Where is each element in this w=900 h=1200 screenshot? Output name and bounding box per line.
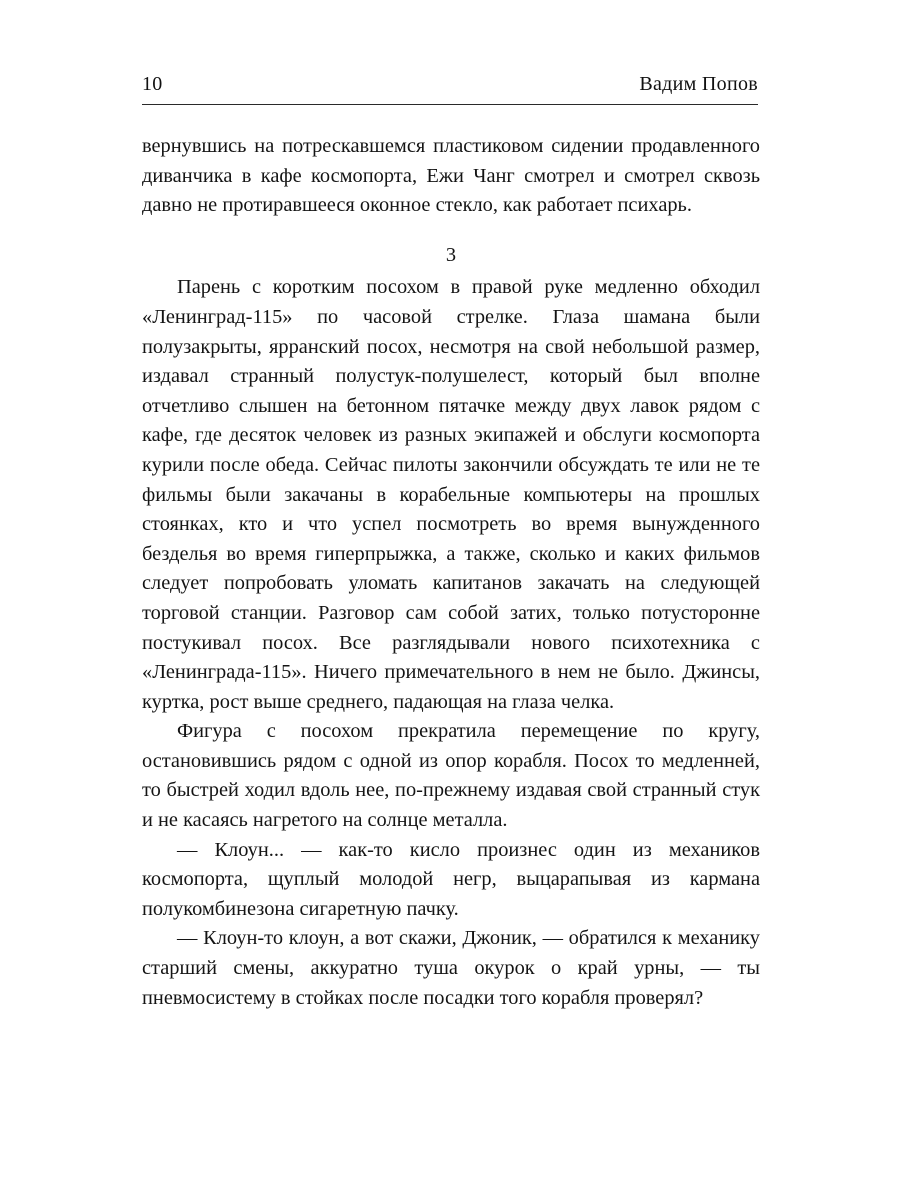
running-head [142, 72, 758, 96]
section-number: 3 [445, 243, 457, 266]
paragraph-dialogue: — Клоун-то клоун, а вот скажи, Джоник, — обратился к механику старший смены, аккуратно туша окурок о край урны, — ты пневмосистему в стойках после посадки того корабля проверял? [142, 927, 760, 1009]
paragraph: Парень с коротким посохом в правой руке медленно обходил «Ленинград-115» по часовой стрелке. Глаза шамана были полузакрыты, ярранский посох, несмотря на свой небольшой размер, издавал странный полустук-полушелест, который был вполне отчетливо слышен на бетонном пятачке между двух лавок рядом с кафе, где десяток человек из разных экипажей и обслуги космопорта курили после обеда. Сейчас пилоты закончили обсуждать те или не те фильмы были закачаны в корабельные компьютеры на прошлых стоянках, кто и что успел посмотреть во время вынужденного безделья во время гиперпрыжка, а также, сколько и каких фильмов следует попробовать уломать капитанов закачать на следующей торговой станции. Разговор сам собой затих, только потусторонне постукивал посох. Все разглядывали нового психотехника с «Ленинграда-115». Ничего примечательного в нем не было. Джинсы, куртка, рост выше среднего, падающая на глаза челка. [142, 276, 760, 713]
paragraph-dialogue: — Клоун... — как-то кисло произнес один из механиков космопорта, щуплый молодой негр, выцарапывая из кармана полукомбинезона сигаретную пачку. [142, 838, 760, 920]
paragraph: Фигура с посохом прекратила перемещение по кругу, остановившись рядом с одной из опор корабля. Посох то медленней, то быстрей ходил вдоль нее, по-прежнему издавая свой странный стук и не касаясь нагретого на солнце металла. [142, 720, 760, 832]
page-number: 10 [142, 73, 163, 95]
body-text [142, 132, 760, 1013]
author-name: Вадим Попов [639, 73, 758, 95]
paragraph: вернувшись на потрескавшемся пластиковом сидении продавленного диванчика в кафе космопорта, Ежи Чанг смотрел и смотрел сквозь давно не протиравшееся оконное стекло, как работает психарь. [142, 135, 760, 217]
spacer-before-section [142, 221, 760, 241]
header-divider [142, 104, 758, 105]
